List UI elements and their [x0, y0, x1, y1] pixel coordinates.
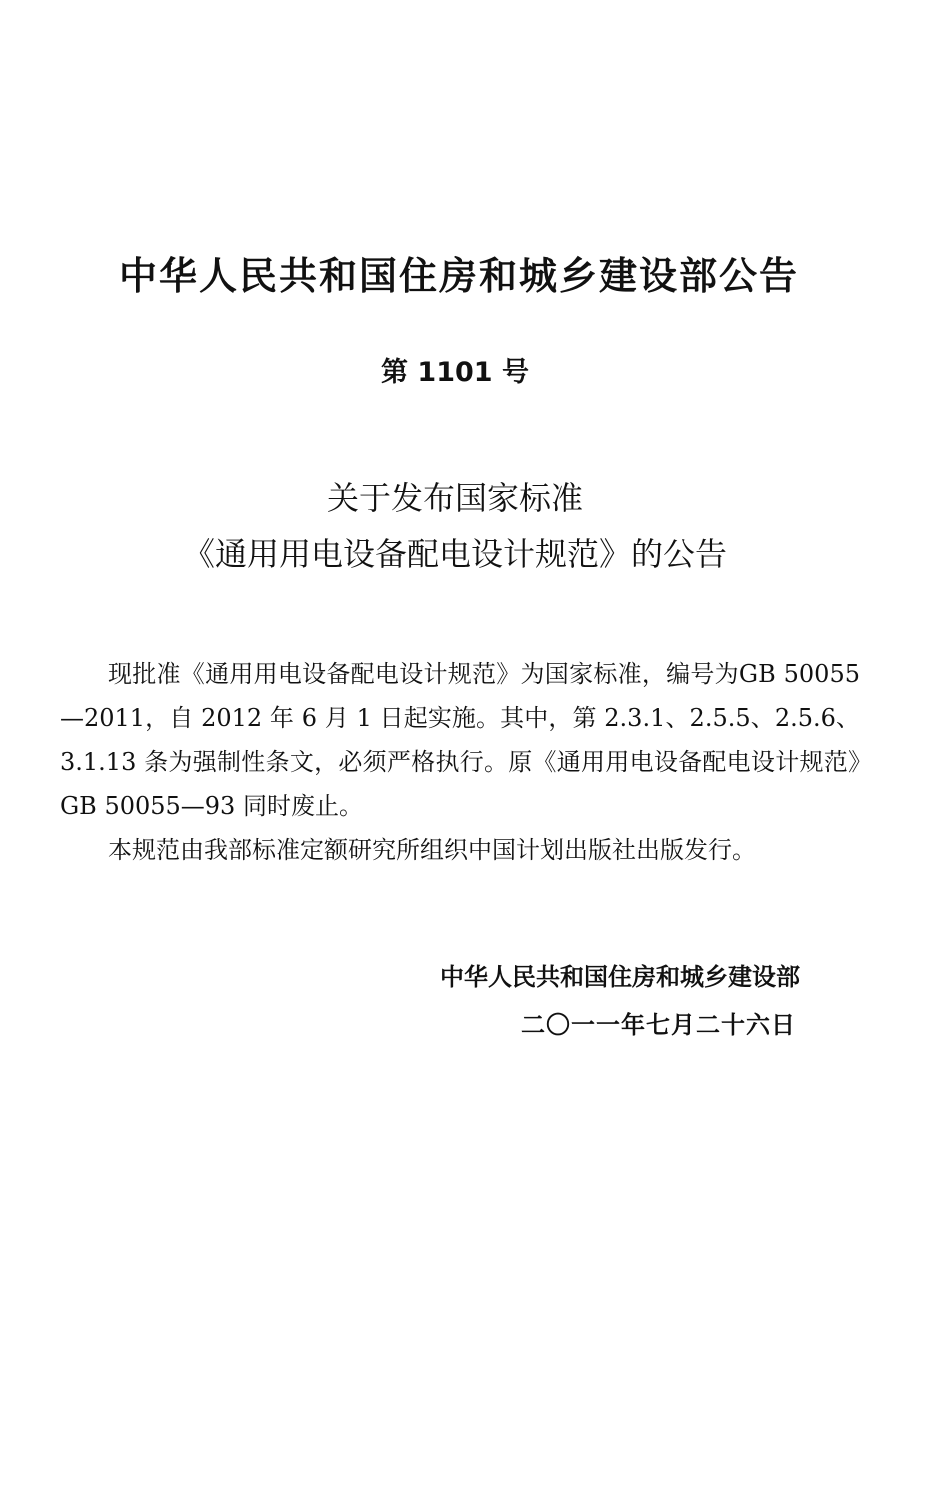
body-paragraph-approval: 现批准《通用用电设备配电设计规范》为国家标准，编号为GB 50055—2011，自 2012 年 6 月 1 日起实施。其中，第 2.3.1、2.5.5、2.5.6、3.1.13 条为强制性条文，必须严格执行。原《通用用电设备配电设计规范》GB 50055—93 同时废止。: [60, 660, 860, 820]
issuing-authority: 中华人民共和国住房和城乡建设部: [440, 963, 800, 991]
document-number: 第 1101 号: [381, 357, 529, 388]
ministry-title: 中华人民共和国住房和城乡建设部公告: [118, 254, 799, 298]
announcement-body: [60, 652, 860, 872]
issue-date: 二〇一一年七月二十六日: [521, 1011, 796, 1039]
subject-line-2: 《通用用电设备配电设计规范》的公告: [182, 535, 727, 573]
body-paragraph-publication: 本规范由我部标准定额研究所组织中国计划出版社出版发行。: [108, 836, 756, 864]
announcement-subject: [0, 470, 910, 582]
subject-line-1: 关于发布国家标准: [326, 479, 583, 517]
